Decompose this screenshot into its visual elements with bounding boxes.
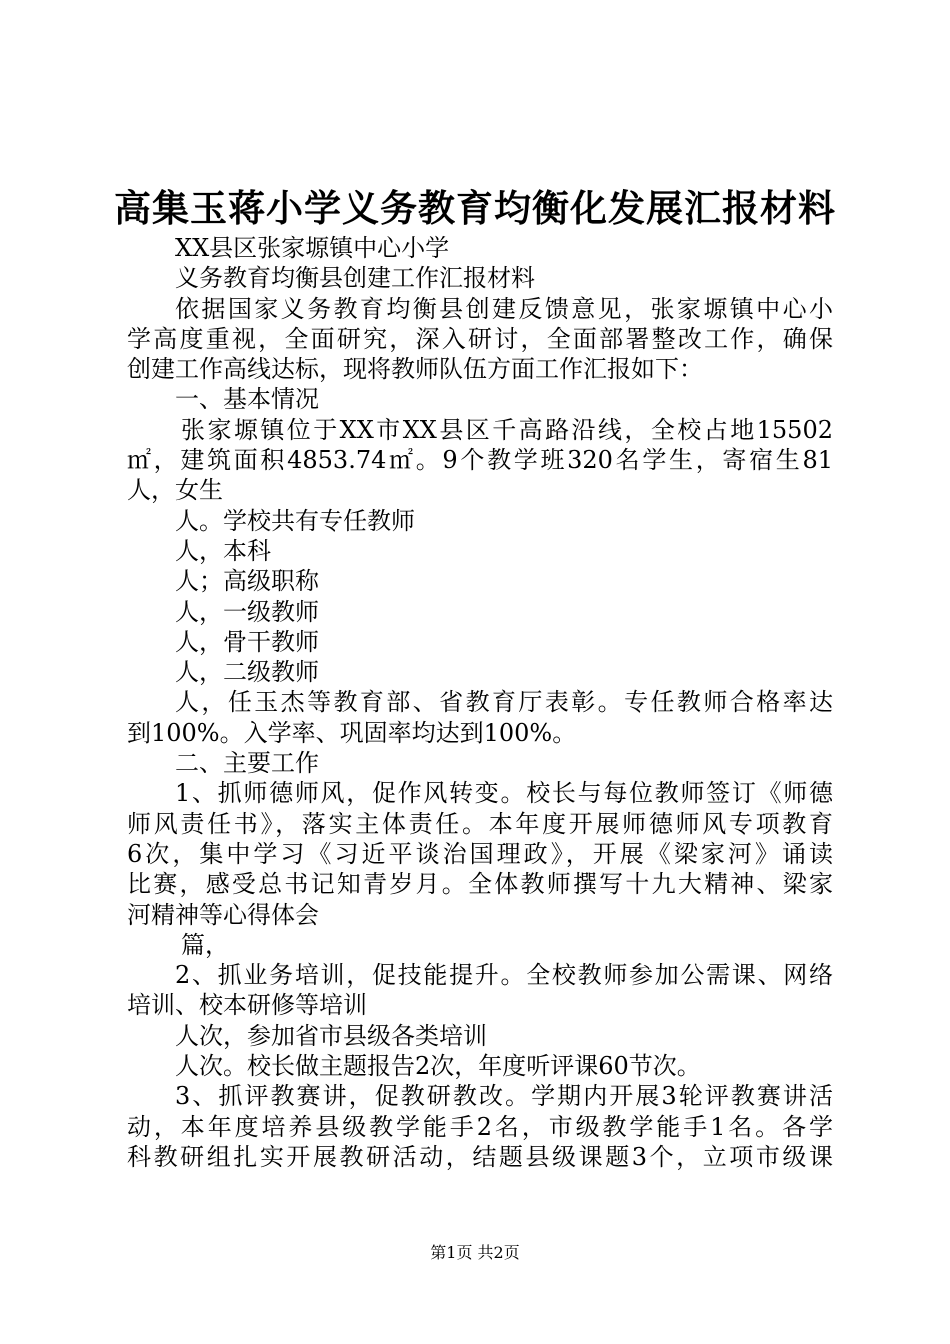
- body-line: 科教研组扎实开展教研活动，结题县级课题3个，立项市级课: [127, 1142, 833, 1171]
- body-line: 人，二级教师: [175, 658, 319, 687]
- body-line: 动，本年度培养县级教学能手2名，市级教学能手1名。各学: [127, 1112, 833, 1141]
- body-line: 师风责任书》，落实主体责任。本年度开展师德师风专项教育: [127, 809, 833, 838]
- body-line: 依据国家义务教育均衡县创建反馈意见，张家塬镇中心小: [175, 294, 833, 323]
- body-line: 人；高级职称: [175, 567, 319, 596]
- body-line: 人次，参加省市县级各类培训: [175, 1021, 487, 1050]
- body-line: 比赛，感受总书记知青岁月。全体教师撰写十九大精神、梁家: [127, 870, 833, 899]
- body-line: 人，一级教师: [175, 597, 319, 626]
- document-title: 高集玉蒋小学义务教育均衡化发展汇报材料: [114, 186, 836, 230]
- body-line: 张家塬镇位于XX市XX县区千高路沿线，全校占地15502: [181, 415, 833, 444]
- body-line: 义务教育均衡县创建工作汇报材料: [175, 264, 535, 293]
- body-line: 培训、校本研修等培训: [127, 991, 367, 1020]
- body-line: 人次。校长做主题报告2次，年度听评课60节次。: [175, 1052, 701, 1081]
- section-heading: 一、基本情况: [175, 385, 319, 414]
- body-line: 创建工作高线达标，现将教师队伍方面工作汇报如下：: [127, 355, 703, 384]
- body-line: 3、抓评教赛讲，促教研教改。学期内开展3轮评教赛讲活: [175, 1082, 833, 1111]
- body-line: 篇，: [181, 930, 229, 959]
- body-line: ㎡，建筑面积4853.74㎡。9个教学班320名学生，寄宿生81: [127, 446, 833, 475]
- body-line: 到100%。入学率、巩固率均达到100%。: [127, 718, 577, 747]
- body-line: 河精神等心得体会: [127, 900, 319, 929]
- section-heading: 二、主要工作: [175, 749, 319, 778]
- body-line: 2、抓业务培训，促技能提升。全校教师参加公需课、网络: [175, 961, 833, 990]
- body-line: 人，本科: [175, 536, 271, 565]
- body-line: 人。学校共有专任教师: [175, 506, 415, 535]
- body-line: 人，骨干教师: [175, 627, 319, 656]
- body-line: 学高度重视，全面研究，深入研讨，全面部署整改工作，确保: [127, 324, 833, 353]
- body-line: 1、抓师德师风，促作风转变。校长与每位教师签订《师德: [175, 779, 833, 808]
- body-line: 6次，集中学习《习近平谈治国理政》，开展《梁家河》诵读: [127, 839, 833, 868]
- document-body: [127, 233, 833, 1172]
- body-line: 人，任玉杰等教育部、省教育厅表彰。专任教师合格率达: [175, 688, 833, 717]
- body-line: XX县区张家塬镇中心小学: [175, 234, 450, 262]
- body-line: 人，女生: [127, 476, 223, 505]
- page-number-footer: 第1页 共2页: [430, 1243, 520, 1262]
